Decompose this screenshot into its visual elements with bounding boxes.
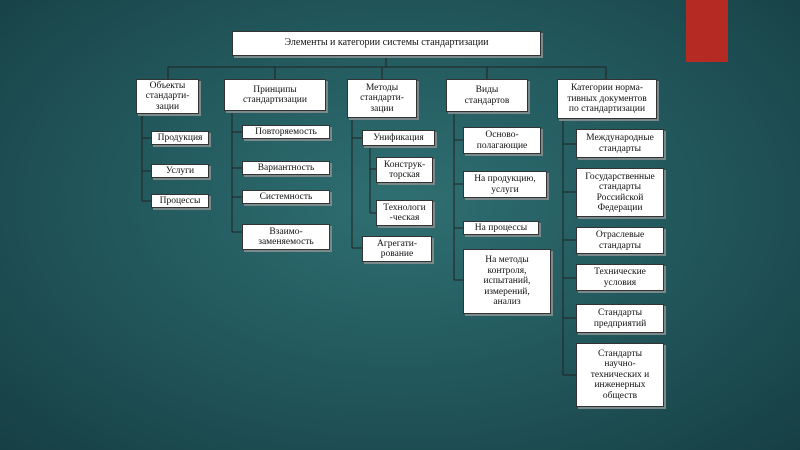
item-aggregation: Агрегати- рование	[362, 236, 432, 262]
item-constructive: Конструк- торская	[376, 157, 433, 183]
item-interchangeability: Взаимо- заменяемость	[242, 224, 330, 250]
header-principles: Принципы стандартизации	[224, 79, 326, 111]
header-types: Виды стандартов	[446, 79, 528, 112]
item-variance: Вариантность	[242, 161, 330, 175]
item-enterprise: Стандарты предприятий	[576, 304, 664, 333]
item-scientific-societies: Стандарты научно- технических и инженерных обществ	[576, 343, 664, 407]
item-unification: Унификация	[362, 130, 435, 146]
header-categories: Категории норма- тивных документов по стандартизации	[557, 79, 657, 119]
header-objects: Объекты стандарти- зации	[136, 79, 199, 114]
item-control-methods: На методы контроля, испытаний, измерений, анализ	[463, 249, 551, 314]
item-for-processes: На процессы	[463, 221, 539, 235]
item-repeatability: Повторяемость	[242, 125, 330, 139]
diagram-title: Элементы и категории системы стандартизации	[232, 31, 541, 56]
item-systematicity: Системность	[242, 190, 330, 204]
item-processes: Процессы	[151, 194, 209, 208]
item-state-standards: Государственные стандарты Российской Федерации	[576, 168, 664, 217]
item-technical-conditions: Технические условия	[576, 264, 664, 291]
header-methods: Методы стандарти- зации	[347, 79, 417, 118]
item-services: Услуги	[151, 164, 209, 178]
item-products-services: На продукцию, услуги	[463, 171, 547, 198]
item-technological: Технологи -ческая	[376, 200, 433, 226]
item-international: Международные стандарты	[576, 129, 664, 158]
item-product: Продукция	[151, 131, 209, 145]
item-fundamental: Осново- полагающие	[463, 127, 541, 154]
item-industry: Отраслевые стандарты	[576, 227, 664, 254]
